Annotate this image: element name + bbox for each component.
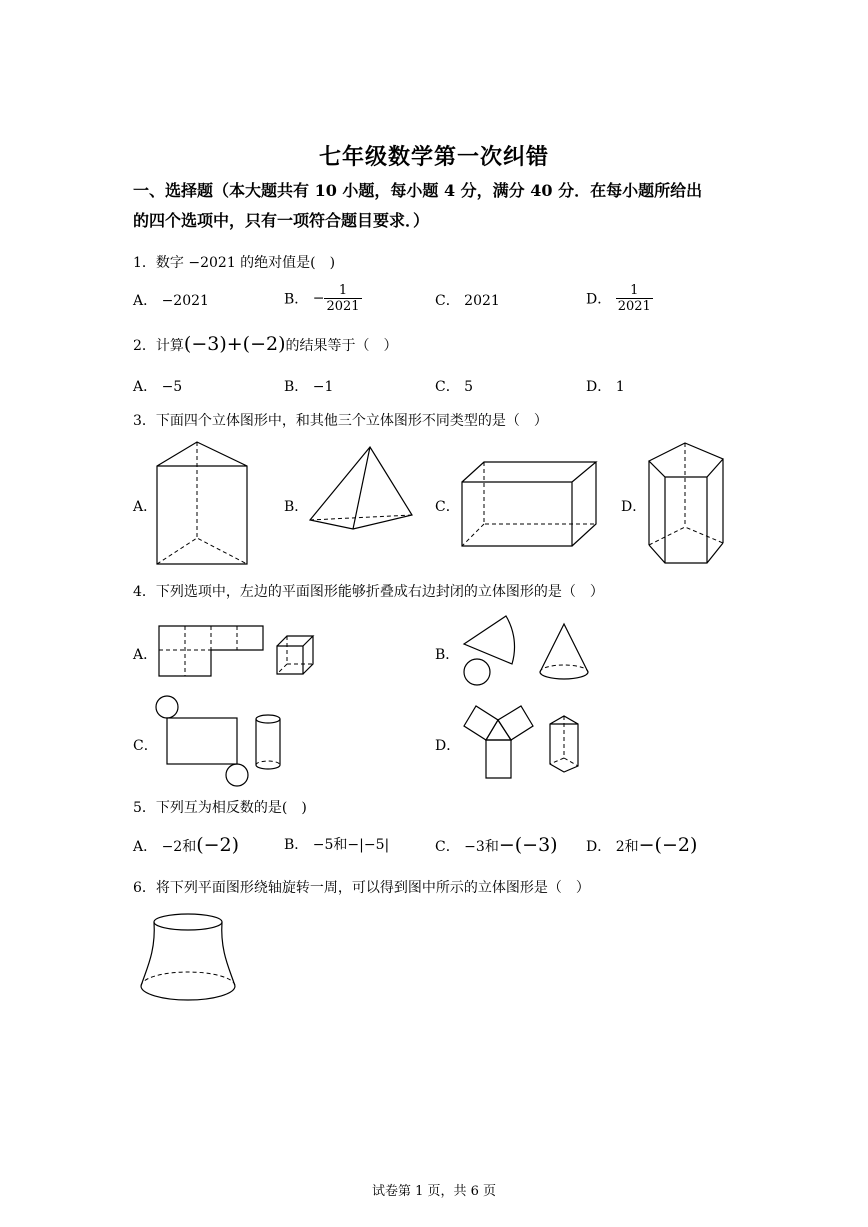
q5-option-d[interactable]: D． 2和−(−2)	[586, 834, 698, 856]
cone-net-and-cone-figure	[460, 612, 592, 688]
frustum-like-solid-figure	[138, 912, 238, 1004]
prism-net-and-prism-figure	[460, 700, 585, 782]
question-5-stem: 5．下列互为相反数的是( )	[133, 800, 307, 816]
q2-option-b[interactable]: B． −1	[284, 379, 334, 395]
cube-net-and-cube-figure	[157, 624, 317, 680]
q4-option-b-label[interactable]: B．	[435, 647, 460, 663]
pentagonal-prism-figure	[647, 441, 725, 566]
question-6-stem: 6．将下列平面图形绕轴旋转一周，可以得到图中所示的立体图形是（ ）	[133, 880, 590, 896]
q5-option-c[interactable]: C． −3和−(−3)	[435, 834, 558, 856]
q2-option-c[interactable]: C． 5	[435, 379, 474, 395]
section-heading-line2: 的四个选项中，只有一项符合题目要求．）	[133, 211, 430, 230]
section-heading	[133, 176, 743, 236]
q1-option-c[interactable]: C． 2021	[435, 293, 500, 309]
q2-option-a[interactable]: A． −5	[133, 379, 183, 395]
q1-option-a[interactable]: A． −2021	[133, 293, 209, 309]
question-2-stem: 2．计算(−3)+(−2)的结果等于（ ）	[133, 333, 398, 355]
q5-option-a[interactable]: A． −2和(−2)	[133, 834, 240, 856]
question-1-stem: 1．数字 −2021 的绝对值是( )	[133, 255, 336, 271]
q5-option-b[interactable]: B． −5和−|−5|	[284, 837, 390, 853]
q1-option-d[interactable]: D． $\frac{1}{2021}$	[586, 283, 651, 314]
q4-option-a-label[interactable]: A．	[133, 647, 158, 663]
q4-option-c-label[interactable]: C．	[133, 738, 158, 754]
rectangular-prism-figure	[460, 460, 600, 548]
q1-option-b[interactable]: B． − $\frac{1}{2021}$	[284, 283, 360, 314]
question-3-stem: 3．下面四个立体图形中，和其他三个立体图形不同类型的是（ ）	[133, 413, 548, 429]
q4-option-d-label[interactable]: D．	[435, 738, 461, 754]
q2-option-d[interactable]: D． 1	[586, 379, 625, 395]
cylinder-net-and-cylinder-figure	[155, 695, 285, 787]
page-title: 七年级数学第一次纠错	[318, 144, 549, 170]
triangular-pyramid-figure	[308, 445, 414, 531]
q3-option-a-label[interactable]: A．	[133, 499, 158, 515]
question-4-stem: 4．下列选项中，左边的平面图形能够折叠成右边封闭的立体图形的是（ ）	[133, 584, 604, 600]
q3-option-b-label[interactable]: B．	[284, 499, 309, 515]
triangular-prism-figure	[155, 440, 250, 566]
q3-option-d-label[interactable]: D．	[621, 499, 647, 515]
section-heading-line1: 一、选择题（本大题共有 10 小题，每小题 4 分，满分 40 分．在每小题所给出	[133, 181, 703, 200]
page-footer: 试卷第 1 页，共 6 页	[371, 1184, 497, 1199]
q3-option-c-label[interactable]: C．	[435, 499, 460, 515]
